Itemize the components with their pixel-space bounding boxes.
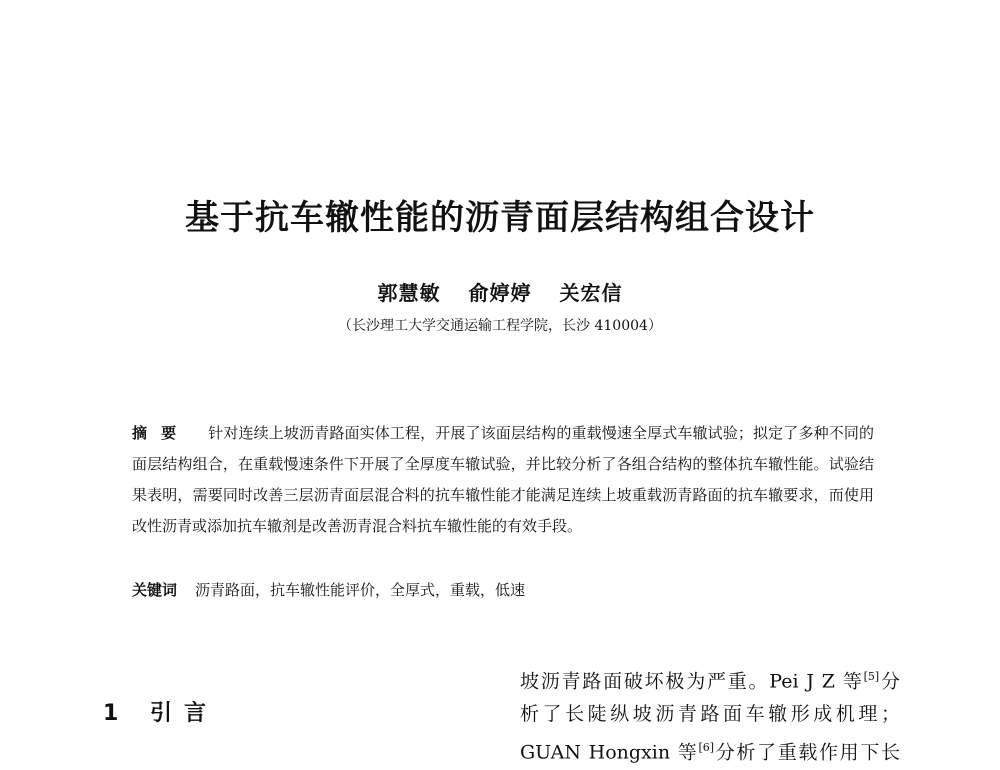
section-number: 1 [103, 701, 131, 726]
body-text-right-column [520, 660, 900, 770]
author-affiliation: （长沙理工大学交通运输工程学院，长沙 410004） [338, 318, 662, 334]
author-name: 郭慧敏 [377, 281, 441, 305]
keywords-label: 关键词 [132, 581, 178, 599]
abstract-text: 针对连续上坡沥青路面实体工程，开展了该面层结构的重载慢速全厚式车辙试验；拟定了多种不同的面层结构组合，在重载慢速条件下开展了全厚度车辙试验，并比较分析了各组合结构的整体抗车辙性能。试验结果表明，需要同时改善三层沥青面层混合料的抗车辙性能才能满足连续上坡重载沥青路面的抗车辙要求，而使用改性沥青或添加抗车辙剂是改善沥青混合料抗车辙性能的有效手段。 [132, 424, 874, 535]
keywords-text: 沥青路面，抗车辙性能评价，全厚式，重载，低速 [195, 581, 526, 599]
keywords-block [132, 577, 874, 603]
abstract-label: 摘要 [132, 424, 191, 442]
paper-title: 基于抗车辙性能的沥青面层结构组合设计 [185, 198, 815, 238]
citation-ref[interactable]: [5] [863, 670, 880, 683]
abstract-block [132, 418, 874, 542]
section-title: 引言 [149, 701, 218, 726]
body-line [520, 660, 900, 698]
author-name: 关宏信 [559, 281, 623, 305]
body-text: GUAN Hongxin 等 [520, 741, 699, 764]
body-text: 分 [879, 670, 900, 693]
section-heading [103, 696, 218, 727]
body-line [520, 731, 900, 769]
body-text: 分析了重载作用下长 [714, 741, 900, 764]
author-name: 俞婷婷 [468, 281, 532, 305]
body-line: 析了长陡纵坡沥青路面车辙形成机理； [520, 703, 900, 726]
body-text: 坡沥青路面破坏极为严重。Pei J Z 等 [520, 670, 864, 693]
citation-ref[interactable]: [6] [698, 741, 715, 755]
author-list [0, 277, 1000, 306]
